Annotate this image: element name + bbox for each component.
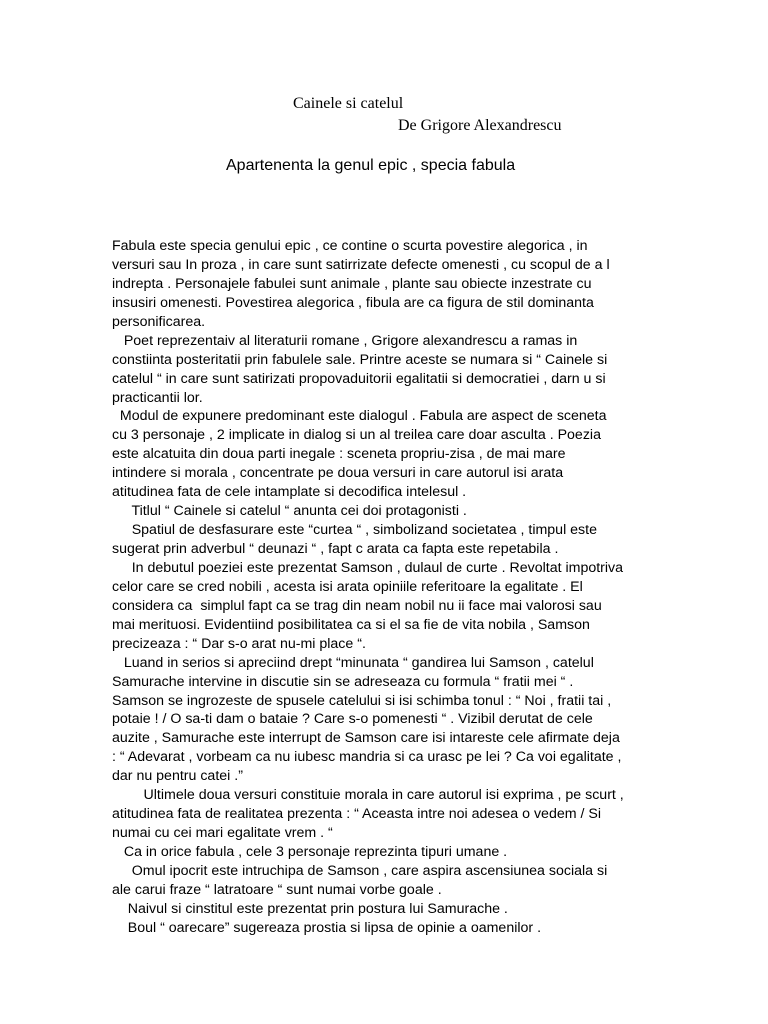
body-line: Omul ipocrit este intruchipa de Samson , care aspira ascensiunea sociala si xyxy=(112,862,608,879)
body-line: numai cu cei mari egalitate vrem . “ xyxy=(112,825,333,842)
body-line: Naivul si cinstitul este prezentat prin postura lui Samurache . xyxy=(112,900,508,917)
body-line: celor care se cred nobili , acesta isi arata opiniile referitoare la egalitate . El xyxy=(112,578,583,595)
body-line: Modul de expunere predominant este dialogul . Fabula are aspect de sceneta xyxy=(112,408,607,425)
body-line: auzite , Samurache este interrupt de Samson care isi intareste cele afirmate deja xyxy=(112,730,620,747)
body-line: Fabula este specia genului epic , ce contine o scurta povestire alegorica , in xyxy=(112,238,588,254)
body-line: sugerat prin adverbul “ deunazi “ , fapt c arata ca fapta este repetabila . xyxy=(112,541,559,557)
body-line: este alcatuita din doua parti inegale : sceneta propriu-zisa , de mai mare xyxy=(112,446,566,463)
body-line: Luand in serios si apreciind drept “minunata “ gandirea lui Samson , catelul xyxy=(112,654,594,671)
body-line: constiinta posteritatii prin fabulele sale. Printre aceste se numara si “ Cainele si xyxy=(112,351,608,368)
body-line: atitudinea fata de realitatea prezenta : “ Aceasta intre noi adesea o vedem / Si xyxy=(112,806,601,823)
body-line: intindere si morala , concentrate pe doua versuri in care autorul isi arata xyxy=(112,465,564,482)
body-line: atitudinea fata de cele intamplate si decodifica intelesul . xyxy=(112,484,467,501)
body-line: Samurache intervine in discutie sin se adreseaza cu formula “ fratii mei “ . xyxy=(112,673,574,690)
body-line: personificarea. xyxy=(112,313,206,330)
body-line: ale carui fraze “ latratoare “ sunt numai vorbe goale . xyxy=(112,881,442,898)
body-line: catelul “ in care sunt satirizati propovaduitorii egalitatii si democratiei , darn u si xyxy=(112,370,606,387)
body-line: Poet reprezentaiv al literaturii romane , Grigore alexandrescu a ramas in xyxy=(112,332,578,349)
body-line: Samson se ingrozeste de spusele catelului si isi schimba tonul : “ Noi , fratii tai , xyxy=(112,692,612,709)
body-line: practicantii lor. xyxy=(112,389,203,406)
body-line: insusiri omenesti. Povestirea alegorica , fibula are ca figura de stil dominanta xyxy=(112,294,594,311)
body-line: Ca in orice fabula , cele 3 personaje reprezinta tipuri umane . xyxy=(112,844,508,860)
body-line: versuri sau In proza , in care sunt satirrizate defecte omenesti , cu scopul de a l xyxy=(112,256,610,273)
body-line: considera ca simplul fapt ca se trag din neam nobil nu ii face mai valorosi sau xyxy=(112,597,602,614)
body-line: potaie ! / O sa-ti dam o bataie ? Care s-o pomenesti “ . Vizibil derutat de cele xyxy=(112,711,593,728)
body-line: Titlul “ Cainele si catelul “ anunta cei doi protagonisti . xyxy=(112,503,467,520)
body-line: : “ Adevarat , vorbeam ca nu iubesc mandria si ca urasc pe lei ? Ca voi egalitate , xyxy=(112,749,622,766)
body-line: Ultimele doua versuri constituie morala in care autorul isi exprima , pe scurt , xyxy=(112,787,624,804)
body-line: dar nu pentru catei .” xyxy=(112,768,243,785)
document-body xyxy=(112,237,668,938)
document-subtitle: Apartenenta la genul epic , specia fabula xyxy=(226,157,516,174)
body-line: mai merituosi. Evidentiind posibilitatea ca si el sa fie de vita nobila , Samson xyxy=(112,616,590,633)
document-title: Cainele si catelul xyxy=(293,95,404,112)
body-line: precizeaza : “ Dar s-o arat nu-mi place “. xyxy=(112,635,366,652)
body-line: Spatiul de desfasurare este “curtea “ , simbolizand societatea , timpul este xyxy=(112,522,597,539)
body-line: Boul “ oarecare” sugereaza prostia si lipsa de opinie a oamenilor . xyxy=(112,919,542,936)
body-line: cu 3 personaje , 2 implicate in dialog si un al treilea care doar asculta . Poezia xyxy=(112,427,601,444)
document-author: De Grigore Alexandrescu xyxy=(398,117,562,134)
body-line: indrepta . Personajele fabulei sunt animale , plante sau obiecte inzestrate cu xyxy=(112,275,592,292)
body-line: In debutul poeziei este prezentat Samson , dulaul de curte . Revoltat impotriva xyxy=(112,559,624,576)
